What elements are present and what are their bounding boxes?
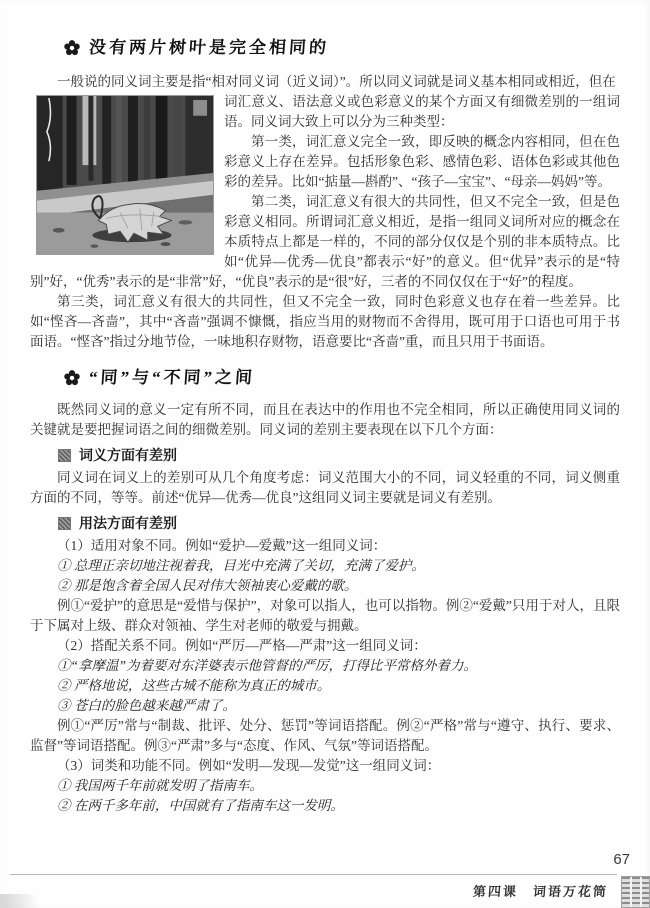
usage-item2-example2: ② 严格地说，这些古城不能称为真正的城市。 (57, 678, 331, 693)
page-number: 67 (613, 851, 630, 868)
footer-rule (10, 874, 617, 875)
paragraph-type2: 第二类，词汇意义有很大的共同性，但又不完全一致，但是色彩意义相同。所谓词汇意义相近，是指一组同义词所对应的概念在本质特点上都是一样的，不同的部分仅仅是个别的非本质特点。比如“优异—优秀—优良”都表示“好”的意义。但“优异”表示的是“特别”好，“优秀”表示的是“非常”好，“优良”表示的是“很”好，三者的不同仅仅在于“好”的程度。 (30, 194, 620, 289)
section1-body (30, 92, 620, 352)
subheading-meaning: 词义方面有差别 (79, 447, 177, 463)
usage-item2-label: （2）搭配关系不同。例如“严厉—严格—严肃”这一组同义词： (57, 638, 427, 653)
paragraph-type3: 第三类，词汇意义有很大的共同性，但又不完全一致，同时色彩意义也存在着一些差异。比如“悭吝—吝啬”，其中“吝啬”强调不慷慨，指应当用的财物而不舍得用，既可用于口语也可用于书面语。“悭吝”指过分地节俭，一味地积存财物，语意要比“吝啬”重，而且只用于书面语。 (30, 294, 620, 349)
usage-item1-example1: ① 总理正亲切地注视着我，目光中充满了关切，充满了爱护。 (57, 558, 425, 573)
bamboo-stamp-icon (621, 876, 650, 908)
usage-item3-example1: ① 我国两千年前就发明了指南车。 (57, 778, 263, 793)
hatched-square-icon (58, 449, 71, 462)
usage-item3-example2: ② 在两千多年前，中国就有了指南车这一发明。 (57, 798, 344, 813)
section1-intro-rest: 词汇意义、语法意义或色彩意义的某个方面又有细微差别的一组词语。同义词大致上可以分为三种类型： (224, 94, 620, 129)
subheading-meaning-row (58, 445, 620, 466)
paragraph-type1: 第一类，词汇意义完全一致，即反映的概念内容相同，但在色彩意义上存在差异。包括形象色彩、感情色彩、语体色彩或其他色彩的差异。比如“掂量—斟酌”、“孩子—宝宝”、“母亲—妈妈”等。 (224, 134, 620, 189)
hatched-square-icon (58, 517, 71, 530)
section1-title: 没有两片树叶是完全相同的 (88, 38, 330, 57)
scan-corner-shade (0, 894, 70, 908)
usage-item2-example1: ①“拿摩温”为着要对东洋婆表示他管督的严厉，打得比平常格外着力。 (57, 658, 478, 673)
leaf-photo-art (37, 96, 213, 254)
section2-title: “同”与“不同”之间 (88, 368, 256, 387)
usage-item2-example3: ③ 苍白的脸色越来越严肃了。 (57, 698, 236, 713)
usage-item1-analysis: 例①“爱护”的意思是“爱惜与保护”，对象可以指人，也可以指物。例②“爱戴”只用于对人，且限于下属对上级、群众对领袖、学生对老师的敬爱与拥戴。 (30, 598, 620, 633)
usage-item1-label: （1）适用对象不同。例如“爱护—爱戴”这一组同义词： (57, 538, 387, 553)
footer-lesson-title: 第四课 词语万花筒 (472, 884, 609, 899)
meaning-body: 同义词在词义上的差别可从几个角度考虑：词义范围大小的不同，词义轻重的不同，词义侧重方面的不同，等等。前述“优异—优秀—优良”这组同义词主要就是词义有差别。 (30, 470, 620, 505)
usage-item1-example2: ② 那是饱含着全国人民对伟大领袖衷心爱戴的歌。 (57, 578, 358, 593)
section1-title-row (64, 38, 620, 58)
florette-icon (64, 370, 80, 386)
section1-intro-line1: 一般说的同义词主要是指“相对同义词（近义词）”。所以同义词就是词义基本相同或相近，但在 (57, 74, 616, 89)
usage-item2-analysis: 例①“严厉”常与“制裁、批评、处分、惩罚”等词语搭配。例②“严格”常与“遵守、执行、要求、监督”等词语搭配。例③“严肃”多与“态度、作风、气氛”等词语搭配。 (30, 718, 620, 753)
section2-title-row (64, 368, 620, 388)
section2-intro: 既然同义词的意义一定有所不同，而且在表达中的作用也不完全相同，所以正确使用同义词的关键就是要把握词语之间的细微差别。同义词的差别主要表现在以下几个方面： (30, 402, 620, 437)
leaf-photo (36, 95, 214, 255)
florette-icon (64, 40, 80, 56)
subheading-usage: 用法方面有差别 (79, 515, 177, 531)
subheading-usage-row (58, 513, 620, 534)
usage-item3-label: （3）词类和功能不同。例如“发明—发现—发觉”这一组同义词： (57, 758, 441, 773)
